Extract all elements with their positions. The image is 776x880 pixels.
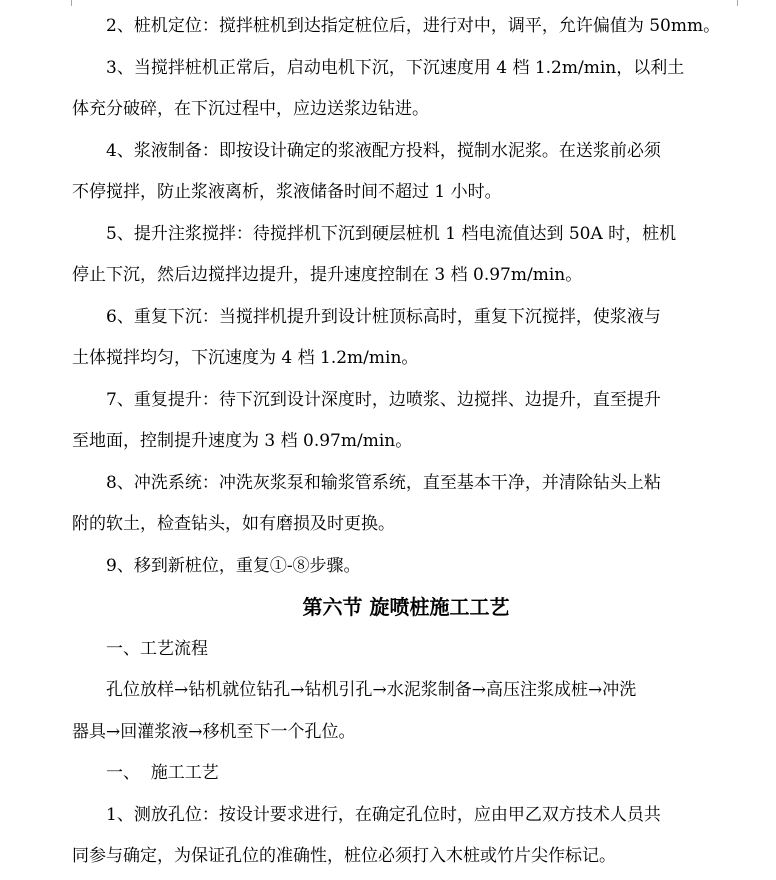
text-line: 2、桩机定位：搅拌桩机到达指定桩位后，进行对中，调平，允许偏值为 50mm。 [106, 16, 721, 36]
text-line: 9、移到新桩位，重复①-⑧步骤。 [106, 555, 361, 576]
subsection-heading-construction: 一、 施工工艺 [106, 763, 219, 783]
paragraph-step-9 [72, 546, 722, 588]
text-line: 附的软土，检查钻头，如有磨损及时更换。 [72, 514, 395, 534]
paragraph-step-3 [72, 48, 722, 131]
text-line: 不停搅拌，防止浆液离析，浆液储备时间不超过 1 小时。 [72, 182, 502, 202]
text-line: 停止下沉，然后边搅拌边提升，提升速度控制在 3 档 0.97m/min。 [72, 265, 583, 285]
text-line: 土体搅拌均匀，下沉速度为 4 档 1.2m/min。 [72, 348, 419, 368]
text-line: 器具→回灌浆液→移机至下一个孔位。 [72, 721, 356, 742]
text-line: 5、提升注浆搅拌：待搅拌机下沉到硬层桩机 1 档电流值达到 50A 时，桩机 [106, 223, 677, 244]
document-page [72, 6, 722, 878]
text-line: 4、浆液制备：即按设计确定的浆液配方投料，搅制水泥浆。在送浆前必须 [106, 140, 661, 161]
paragraph-construction-step-1 [72, 795, 722, 878]
paragraph-step-7 [72, 380, 722, 463]
subsection-heading-process: 一、工艺流程 [106, 638, 208, 659]
section-heading: 第六节 旋喷桩施工工艺 [302, 595, 510, 619]
text-line: 体充分破碎，在下沉过程中，应边送浆边钻进。 [72, 99, 429, 119]
paragraph-process-flow [72, 670, 722, 753]
paragraph-step-2 [72, 6, 722, 48]
text-line: 孔位放样→钻机就位钻孔→钻机引孔→水泥浆制备→高压注浆成桩→冲洗 [106, 680, 637, 700]
text-line: 6、重复下沉：当搅拌机提升到设计桩顶标高时，重复下沉搅拌，使浆液与 [106, 306, 661, 327]
paragraph-step-6 [72, 297, 722, 380]
text-line: 1、测放孔位：按设计要求进行，在确定孔位时，应由甲乙双方技术人员共 [106, 804, 661, 825]
paragraph-step-5 [72, 214, 722, 297]
paragraph-step-8 [72, 463, 722, 546]
text-line: 同参与确定，为保证孔位的准确性，桩位必须打入木桩或竹片尖作标记。 [72, 846, 616, 866]
text-line: 至地面，控制提升速度为 3 档 0.97m/min。 [72, 431, 413, 451]
right-margin-mark [737, 0, 738, 6]
paragraph-step-4 [72, 131, 722, 214]
text-line: 7、重复提升：待下沉到设计深度时，边喷浆、边搅拌、边提升，直至提升 [106, 389, 661, 410]
text-line: 3、当搅拌桩机正常后，启动电机下沉，下沉速度用 4 档 1.2m/min，以利土 [106, 57, 685, 78]
text-line: 8、冲洗系统：冲洗灰浆泵和输浆管系统，直至基本干净，并清除钻头上粘 [106, 472, 661, 493]
